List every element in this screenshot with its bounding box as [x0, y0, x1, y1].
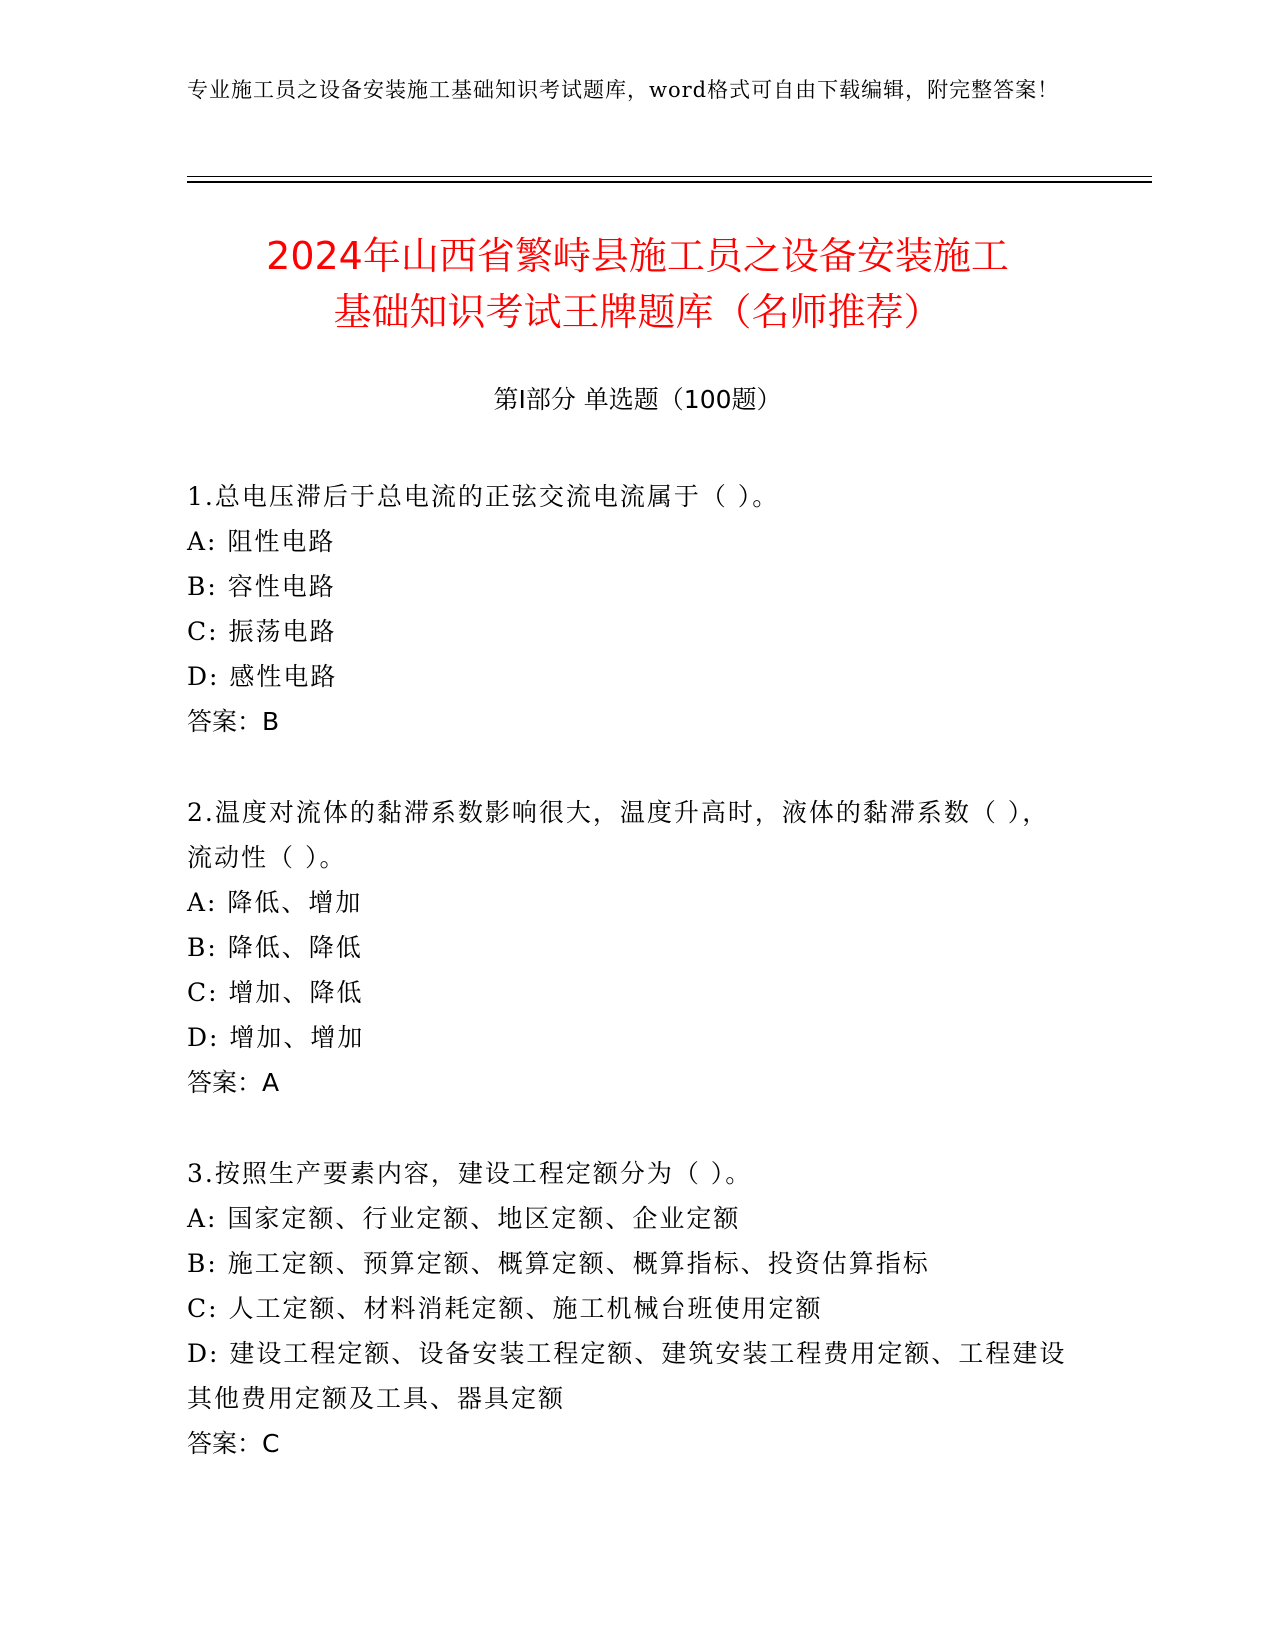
question-3	[187, 1151, 1067, 1466]
option-b: B: 施工定额、预算定额、概算定额、概算指标、投资估算指标	[187, 1249, 930, 1278]
question-stem: 2.温度对流体的黏滞系数影响很大，温度升高时，液体的黏滞系数（ ），流动性（ ）。	[187, 798, 1050, 872]
option-b: B: 降低、降低	[187, 933, 363, 962]
header-divider-thin	[187, 176, 1152, 177]
option-c: C: 振荡电路	[187, 617, 337, 646]
option-d: D: 增加、增加	[187, 1023, 365, 1052]
option-c: C: 人工定额、材料消耗定额、施工机械台班使用定额	[187, 1294, 823, 1323]
option-c: C: 增加、降低	[187, 978, 364, 1007]
answer: 答案：C	[187, 1429, 280, 1458]
option-d: D: 建设工程定额、设备安装工程定额、建筑安装工程费用定额、工程建设其他费用定额及工具、器具定额	[187, 1339, 1067, 1413]
option-a: A: 阻性电路	[187, 527, 336, 556]
section-title: 第Ⅰ部分 单选题（100题）	[493, 385, 782, 414]
answer: 答案：A	[187, 1068, 280, 1097]
question-2	[187, 790, 1067, 1105]
document-title	[150, 228, 1125, 340]
header-divider-thick	[187, 181, 1152, 183]
option-b: B: 容性电路	[187, 572, 336, 601]
question-stem: 3.按照生产要素内容，建设工程定额分为（ ）。	[187, 1159, 753, 1188]
option-a: A: 降低、增加	[187, 888, 363, 917]
question-stem: 1.总电压滞后于总电流的正弦交流电流属于（ ）。	[187, 482, 780, 511]
answer: 答案：B	[187, 707, 280, 736]
document-title-line-1: 2024年山西省繁峙县施工员之设备安装施工	[266, 234, 1009, 278]
header-note: 专业施工员之设备安装施工基础知识考试题库，word格式可自由下载编辑，附完整答案！	[187, 78, 1060, 102]
question-list	[187, 474, 1067, 1512]
question-1	[187, 474, 1067, 744]
option-d: D: 感性电路	[187, 662, 338, 691]
document-title-line-2: 基础知识考试王牌题库（名师推荐）	[333, 290, 942, 334]
option-a: A: 国家定额、行业定额、地区定额、企业定额	[187, 1204, 741, 1233]
